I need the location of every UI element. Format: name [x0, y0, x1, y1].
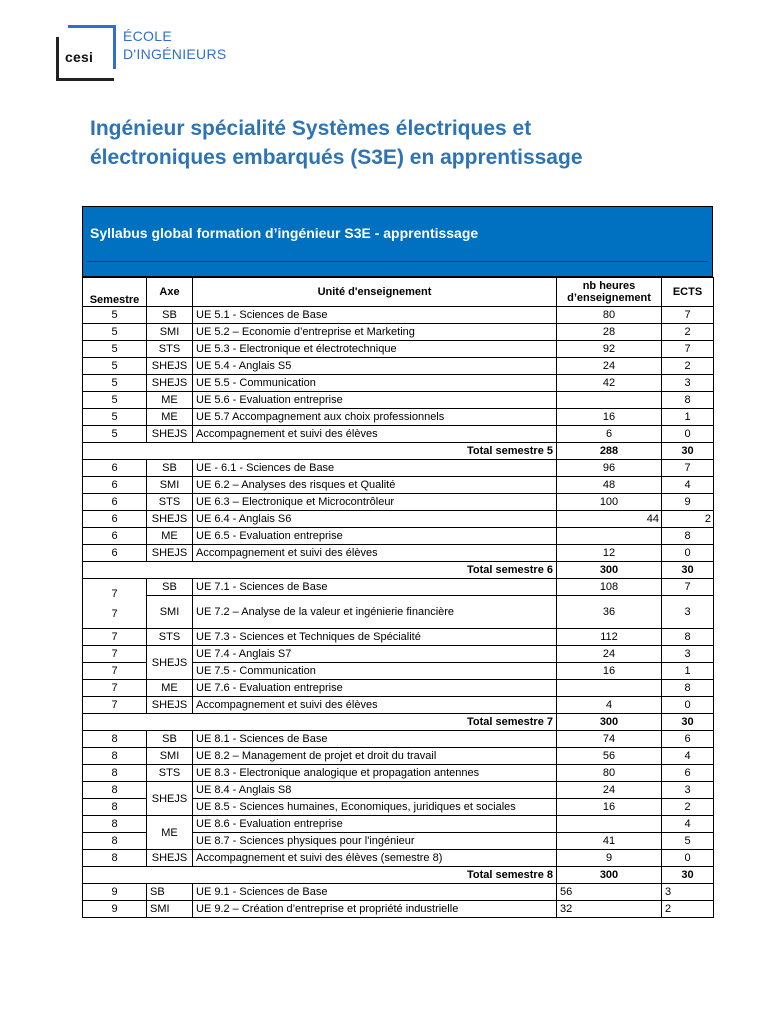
axe-cell: SMI — [147, 596, 193, 629]
semestre-cell: 5 — [83, 341, 147, 358]
unite-cell: UE 7.1 - Sciences de Base — [193, 579, 557, 596]
axe-cell: ME — [147, 816, 193, 850]
unite-cell: UE 8.5 - Sciences humaines, Economiques, juridiques et sociales — [193, 799, 557, 816]
banner-title: Syllabus global formation d’ingénieur S3E - apprentissage — [90, 225, 479, 241]
header-unite: Unité d'enseignement — [193, 278, 557, 307]
unite-cell: UE 9.2 – Création d’entreprise et propriété industrielle — [193, 901, 557, 918]
heures-cell — [557, 528, 662, 545]
header-semestre: Semestre — [83, 278, 147, 307]
axe-cell: SHEJS — [147, 545, 193, 562]
table-row — [83, 341, 714, 358]
semestre-cell: 5 — [83, 409, 147, 426]
axe-cell: SHEJS — [147, 850, 193, 867]
axe-cell: ME — [147, 528, 193, 545]
unite-cell: UE 5.6 - Evaluation entreprise — [193, 392, 557, 409]
ects-cell: 2 — [662, 901, 714, 918]
total-heures: 300 — [557, 562, 662, 579]
table-row — [83, 901, 714, 918]
unite-cell: UE 6.5 - Evaluation entreprise — [193, 528, 557, 545]
heures-cell: 42 — [557, 375, 662, 392]
heures-cell: 16 — [557, 799, 662, 816]
axe-cell: SMI — [147, 748, 193, 765]
table-row — [83, 748, 714, 765]
ects-cell: 3 — [662, 782, 714, 799]
total-label: Total semestre 8 — [83, 867, 557, 884]
ects-cell: 0 — [662, 545, 714, 562]
header-ects: ECTS — [662, 278, 714, 307]
heures-cell: 96 — [557, 460, 662, 477]
ects-cell: 8 — [662, 629, 714, 646]
heures-cell: 24 — [557, 646, 662, 663]
ects-cell: 3 — [662, 596, 714, 629]
total-row — [83, 867, 714, 884]
logo-school: ÉCOLE D'INGÉNIEURS — [123, 28, 227, 62]
heures-cell: 56 — [557, 748, 662, 765]
table-row — [83, 596, 714, 629]
ects-cell: 2 — [662, 511, 714, 528]
ects-cell: 0 — [662, 697, 714, 714]
axe-cell: SB — [147, 579, 193, 596]
semestre-cell: 9 — [83, 901, 147, 918]
table-row — [83, 477, 714, 494]
ects-cell: 1 — [662, 663, 714, 680]
semestre-cell: 7 — [83, 629, 147, 646]
heures-cell: 108 — [557, 579, 662, 596]
table-row — [83, 782, 714, 799]
total-label: Total semestre 6 — [83, 562, 557, 579]
ects-cell: 4 — [662, 748, 714, 765]
axe-cell: STS — [147, 341, 193, 358]
heures-cell: 100 — [557, 494, 662, 511]
unite-cell: Accompagnement et suivi des élèves (semestre 8) — [193, 850, 557, 867]
ects-cell: 0 — [662, 850, 714, 867]
heures-cell: 80 — [557, 765, 662, 782]
unite-cell: UE 6.2 – Analyses des risques et Qualité — [193, 477, 557, 494]
total-label: Total semestre 7 — [83, 714, 557, 731]
semestre-cell: 6 — [83, 528, 147, 545]
axe-cell: SHEJS — [147, 697, 193, 714]
axe-cell: ME — [147, 392, 193, 409]
semestre-cell: 8 — [83, 850, 147, 867]
semestre-cell: 8 — [83, 799, 147, 816]
ects-cell: 3 — [662, 646, 714, 663]
table-row — [83, 409, 714, 426]
semestre-cell: 6 — [83, 460, 147, 477]
total-ects: 30 — [662, 867, 714, 884]
semestre-cell: 8 — [83, 765, 147, 782]
ects-cell: 7 — [662, 460, 714, 477]
unite-cell: UE 5.1 - Sciences de Base — [193, 307, 557, 324]
ects-cell: 7 — [662, 307, 714, 324]
ects-cell: 2 — [662, 799, 714, 816]
unite-cell: Accompagnement et suivi des élèves — [193, 545, 557, 562]
heures-cell: 44 — [557, 511, 662, 528]
heures-cell — [557, 680, 662, 697]
heures-cell: 41 — [557, 833, 662, 850]
axe-cell: ME — [147, 680, 193, 697]
axe-cell: STS — [147, 765, 193, 782]
heures-cell: 24 — [557, 782, 662, 799]
total-row — [83, 562, 714, 579]
unite-cell: UE 8.7 - Sciences physiques pour l'ingénieur — [193, 833, 557, 850]
semestre-cell: 7 — [83, 697, 147, 714]
ects-cell: 7 — [662, 341, 714, 358]
axe-cell: STS — [147, 494, 193, 511]
axe-cell: SMI — [147, 901, 193, 918]
total-ects: 30 — [662, 562, 714, 579]
heures-cell: 28 — [557, 324, 662, 341]
total-heures: 300 — [557, 714, 662, 731]
heures-cell: 80 — [557, 307, 662, 324]
unite-cell: UE 8.3 - Electronique analogique et propagation antennes — [193, 765, 557, 782]
ects-cell: 2 — [662, 324, 714, 341]
ects-cell: 8 — [662, 528, 714, 545]
table-row — [83, 545, 714, 562]
semestre-cell: 5 — [83, 358, 147, 375]
semestre-cell: 9 — [83, 884, 147, 901]
heures-cell: 48 — [557, 477, 662, 494]
unite-cell: UE 8.4 - Anglais S8 — [193, 782, 557, 799]
total-ects: 30 — [662, 443, 714, 460]
unite-cell: UE 6.3 – Electronique et Microcontrôleur — [193, 494, 557, 511]
ects-cell: 6 — [662, 731, 714, 748]
axe-cell: SB — [147, 460, 193, 477]
unite-cell: UE 5.4 - Anglais S5 — [193, 358, 557, 375]
heures-cell: 9 — [557, 850, 662, 867]
table-row — [83, 680, 714, 697]
heures-cell: 32 — [557, 901, 662, 918]
table-row — [83, 511, 714, 528]
unite-cell: UE 5.5 - Communication — [193, 375, 557, 392]
table-row — [83, 375, 714, 392]
header-heures: nb heures d’enseignement — [557, 278, 662, 307]
ects-cell: 3 — [662, 375, 714, 392]
ects-cell: 1 — [662, 409, 714, 426]
table-row — [83, 765, 714, 782]
unite-cell: UE 5.3 - Electronique et électrotechnique — [193, 341, 557, 358]
heures-cell: 36 — [557, 596, 662, 629]
unite-cell: UE - 6.1 - Sciences de Base — [193, 460, 557, 477]
unite-cell: UE 8.1 - Sciences de Base — [193, 731, 557, 748]
heures-cell: 92 — [557, 341, 662, 358]
ects-cell: 6 — [662, 765, 714, 782]
heures-cell: 4 — [557, 697, 662, 714]
semestre-cell: 7 7 — [83, 579, 147, 629]
table-row — [83, 850, 714, 867]
heures-cell: 74 — [557, 731, 662, 748]
axe-cell: SHEJS — [147, 511, 193, 528]
table-row — [83, 528, 714, 545]
ects-cell: 9 — [662, 494, 714, 511]
axe-cell: SHEJS — [147, 358, 193, 375]
heures-cell: 112 — [557, 629, 662, 646]
header-axe: Axe — [147, 278, 193, 307]
axe-cell: SB — [147, 731, 193, 748]
heures-cell — [557, 816, 662, 833]
table-row — [83, 358, 714, 375]
table-row — [83, 697, 714, 714]
semestre-cell: 8 — [83, 833, 147, 850]
axe-cell: SHEJS — [147, 375, 193, 392]
unite-cell: UE 5.2 – Economie d’entreprise et Marketing — [193, 324, 557, 341]
logo-brand: cesi — [65, 49, 94, 65]
total-heures: 300 — [557, 867, 662, 884]
axe-cell: SHEJS — [147, 426, 193, 443]
semestre-cell: 5 — [83, 426, 147, 443]
unite-cell: UE 9.1 - Sciences de Base — [193, 884, 557, 901]
syllabus-banner — [82, 206, 713, 277]
semestre-cell: 8 — [83, 782, 147, 799]
semestre-cell: 5 — [83, 324, 147, 341]
ects-cell: 0 — [662, 426, 714, 443]
heures-cell: 24 — [557, 358, 662, 375]
table-row — [83, 646, 714, 663]
semestre-cell: 6 — [83, 477, 147, 494]
unite-cell: Accompagnement et suivi des élèves — [193, 697, 557, 714]
table-row — [83, 884, 714, 901]
unite-cell: UE 5.7 Accompagnement aux choix professionnels — [193, 409, 557, 426]
semestre-cell: 7 — [83, 646, 147, 663]
unite-cell: Accompagnement et suivi des élèves — [193, 426, 557, 443]
table-row — [83, 324, 714, 341]
axe-cell: SB — [147, 884, 193, 901]
axe-cell: SMI — [147, 477, 193, 494]
unite-cell: UE 7.4 - Anglais S7 — [193, 646, 557, 663]
ects-cell: 8 — [662, 392, 714, 409]
cesi-logo — [56, 25, 226, 81]
semestre-cell: 5 — [83, 392, 147, 409]
table-row — [83, 392, 714, 409]
table-row — [83, 731, 714, 748]
axe-cell: STS — [147, 629, 193, 646]
axe-cell: SMI — [147, 324, 193, 341]
table-row — [83, 307, 714, 324]
unite-cell: UE 8.2 – Management de projet et droit du travail — [193, 748, 557, 765]
semestre-cell: 6 — [83, 511, 147, 528]
heures-cell: 12 — [557, 545, 662, 562]
ects-cell: 8 — [662, 680, 714, 697]
unite-cell: UE 7.2 – Analyse de la valeur et ingénierie financière — [193, 596, 557, 629]
semestre-cell: 5 — [83, 375, 147, 392]
ects-cell: 4 — [662, 477, 714, 494]
total-row — [83, 714, 714, 731]
unite-cell: UE 6.4 - Anglais S6 — [193, 511, 557, 528]
semestre-cell: 8 — [83, 816, 147, 833]
unite-cell: UE 7.5 - Communication — [193, 663, 557, 680]
total-row — [83, 443, 714, 460]
table-row — [83, 816, 714, 833]
ects-cell: 3 — [662, 884, 714, 901]
semestre-cell: 7 — [83, 680, 147, 697]
semestre-cell: 8 — [83, 748, 147, 765]
semestre-cell: 7 — [83, 663, 147, 680]
table-row — [83, 494, 714, 511]
unite-cell: UE 8.6 - Evaluation entreprise — [193, 816, 557, 833]
heures-cell: 16 — [557, 663, 662, 680]
total-label: Total semestre 5 — [83, 443, 557, 460]
syllabus-sheet — [82, 206, 713, 918]
heures-cell: 16 — [557, 409, 662, 426]
syllabus-table — [82, 277, 714, 918]
table-row — [83, 629, 714, 646]
semestre-cell: 6 — [83, 545, 147, 562]
unite-cell: UE 7.6 - Evaluation entreprise — [193, 680, 557, 697]
table-row — [83, 579, 714, 596]
page-title: Ingénieur spécialité Systèmes électriques et électroniques embarqués (S3E) en apprentissage — [90, 117, 583, 169]
table-row — [83, 460, 714, 477]
axe-cell: SHEJS — [147, 782, 193, 816]
semestre-cell: 6 — [83, 494, 147, 511]
total-heures: 288 — [557, 443, 662, 460]
heures-cell: 6 — [557, 426, 662, 443]
total-ects: 30 — [662, 714, 714, 731]
semestre-cell: 5 — [83, 307, 147, 324]
ects-cell: 5 — [662, 833, 714, 850]
ects-cell: 2 — [662, 358, 714, 375]
heures-cell — [557, 392, 662, 409]
heures-cell: 56 — [557, 884, 662, 901]
ects-cell: 4 — [662, 816, 714, 833]
axe-cell: SB — [147, 307, 193, 324]
unite-cell: UE 7.3 - Sciences et Techniques de Spécialité — [193, 629, 557, 646]
semestre-cell: 8 — [83, 731, 147, 748]
axe-cell: ME — [147, 409, 193, 426]
ects-cell: 7 — [662, 579, 714, 596]
axe-cell: SHEJS — [147, 646, 193, 680]
table-row — [83, 426, 714, 443]
